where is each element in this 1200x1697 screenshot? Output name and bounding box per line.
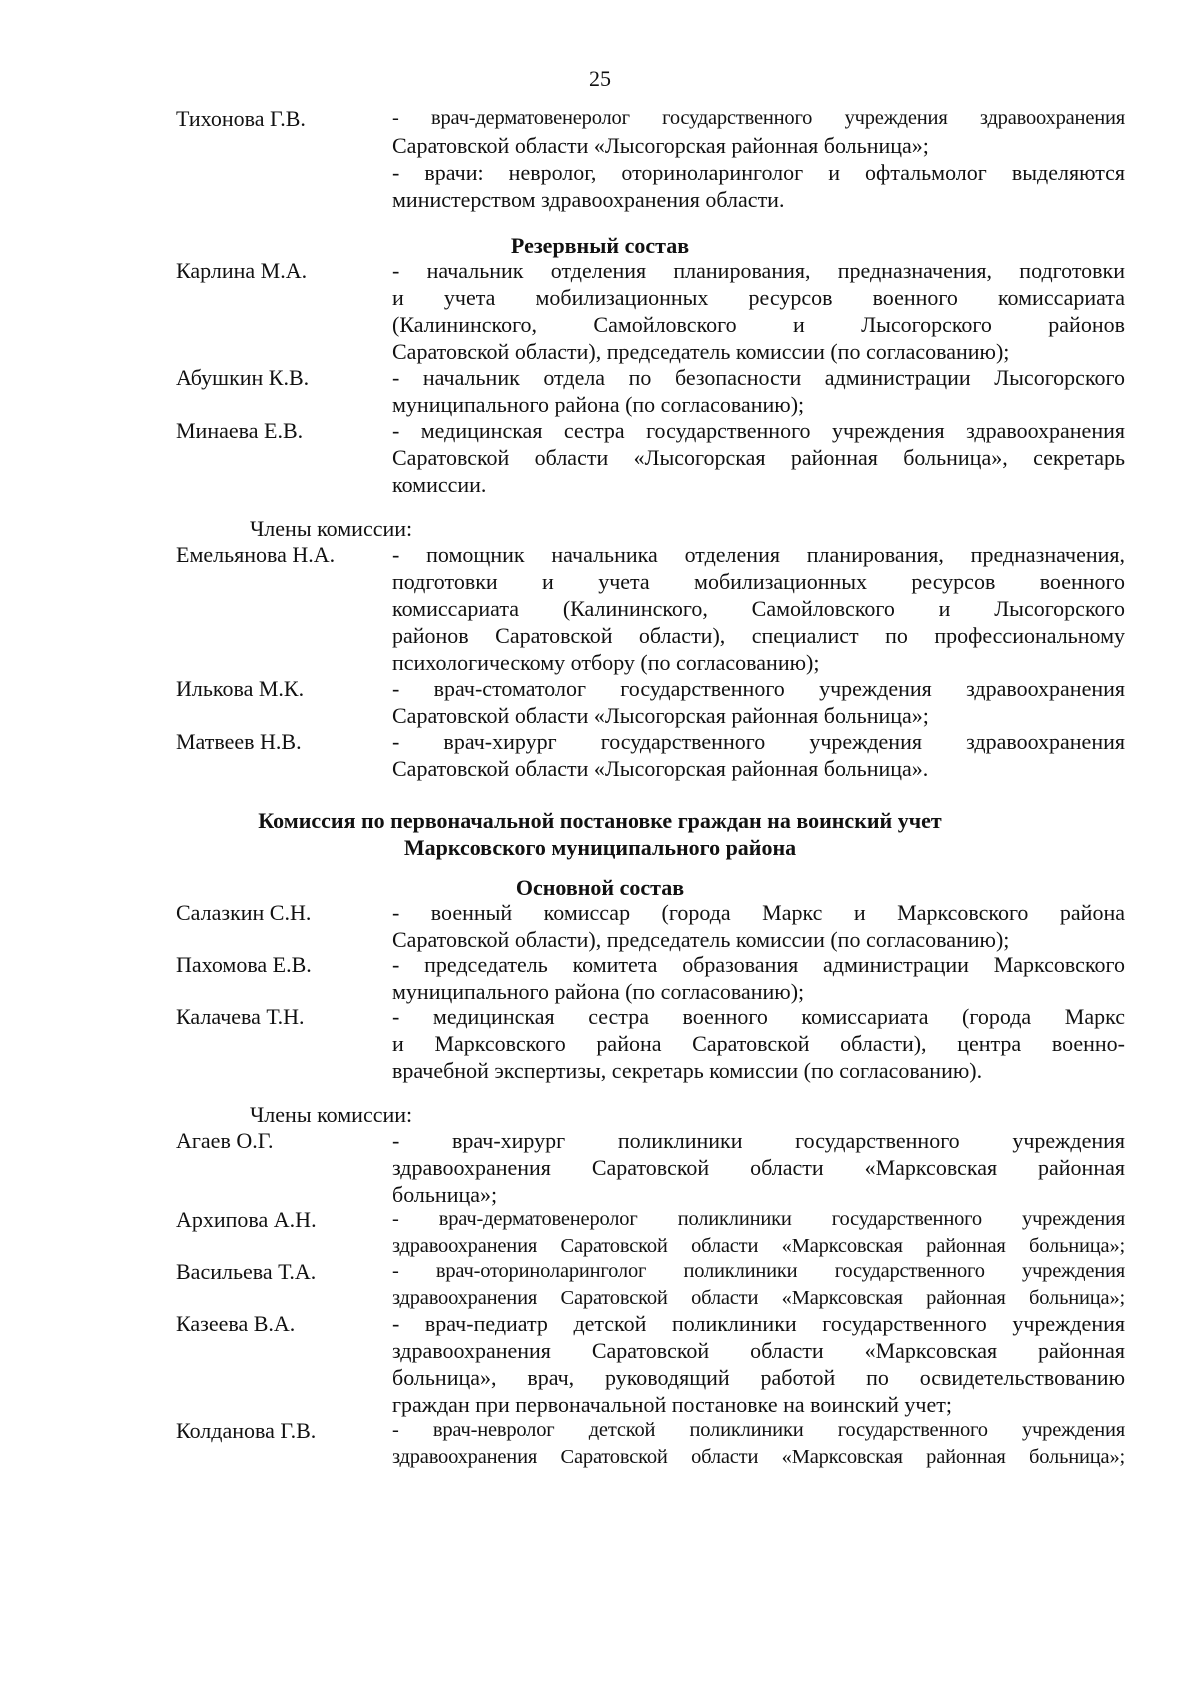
- member-role: [392, 951, 1125, 1005]
- member-name: Архипова А.Н.: [176, 1207, 317, 1232]
- member-role: [392, 728, 1125, 782]
- role-line: - врач-педиатр детской поликлиники государственного учреждения: [392, 1311, 1125, 1336]
- role-line: Саратовской области «Лысогорская районная больница»;: [392, 133, 929, 158]
- role-line: здравоохранения Саратовской области «Марксовская районная больница»;: [392, 1235, 1125, 1257]
- role-line: районов Саратовской области), специалист по профессиональному: [392, 623, 1125, 648]
- role-line: комиссии.: [392, 472, 487, 497]
- role-line: - врач-дерматовенеролог государственного учреждения здравоохранения: [392, 107, 1125, 129]
- role-line: Саратовской области), председатель комиссии (по согласованию);: [392, 339, 1010, 364]
- role-line: врачебной экспертизы, секретарь комиссии (по согласованию).: [392, 1058, 983, 1083]
- role-line: министерством здравоохранения области.: [392, 187, 785, 212]
- role-line: - медицинская сестра государственного учреждения здравоохранения: [392, 418, 1125, 443]
- member-role: [392, 417, 1125, 498]
- member-role: [392, 1310, 1125, 1418]
- member-name: Карлина М.А.: [176, 258, 308, 283]
- main-composition-heading: Основной состав: [515, 875, 685, 900]
- role-line: подготовки и учета мобилизационных ресурсов военного: [392, 569, 1125, 594]
- member-name: Емельянова Н.А.: [176, 542, 336, 567]
- member-name: Минаева Е.В.: [176, 418, 304, 443]
- member-name: Матвеев Н.В.: [176, 729, 302, 754]
- member-role: [392, 1258, 1125, 1312]
- role-line: - начальник отдела по безопасности администрации Лысогорского: [392, 365, 1125, 390]
- role-line: - помощник начальника отделения планирования, предназначения,: [392, 542, 1125, 567]
- member-role: [392, 105, 1125, 213]
- member-name: Салазкин С.Н.: [176, 900, 312, 925]
- member-role: [392, 1127, 1125, 1208]
- reserve-composition-heading: Резервный состав: [510, 233, 690, 258]
- commission-members-label: Члены комиссии:: [250, 1102, 413, 1127]
- member-name: Агаев О.Г.: [176, 1128, 274, 1153]
- member-name: Васильева Т.А.: [176, 1259, 317, 1284]
- member-name: Илькова М.К.: [176, 676, 305, 701]
- role-line: больница»;: [392, 1182, 498, 1207]
- member-role: [392, 364, 1125, 418]
- member-name: Абушкин К.В.: [176, 365, 310, 390]
- role-line: психологическому отбору (по согласованию);: [392, 650, 820, 675]
- role-line: - врач-дерматовенеролог поликлиники государственного учреждения: [392, 1208, 1125, 1230]
- member-name: Казеева В.А.: [176, 1311, 296, 1336]
- role-line: Саратовской области), председатель комиссии (по согласованию);: [392, 927, 1010, 952]
- role-line: - врач-стоматолог государственного учреждения здравоохранения: [392, 676, 1125, 701]
- role-line: муниципального района (по согласованию);: [392, 979, 805, 1004]
- role-line: здравоохранения Саратовской области «Марксовская районная: [392, 1155, 1125, 1180]
- role-line: - врач-хирург поликлиники государственного учреждения: [392, 1128, 1125, 1153]
- member-name: Тихонова Г.В.: [176, 106, 306, 131]
- role-line: комиссариата (Калининского, Самойловского и Лысогорского: [392, 596, 1125, 621]
- member-role: [392, 675, 1125, 729]
- member-role: [392, 899, 1125, 953]
- role-line: здравоохранения Саратовской области «Марксовская районная: [392, 1338, 1125, 1363]
- role-line: и учета мобилизационных ресурсов военного комиссариата: [392, 285, 1125, 310]
- role-line: - председатель комитета образования администрации Марксовского: [392, 952, 1125, 977]
- role-line: - врач-невролог детской поликлиники государственного учреждения: [392, 1419, 1125, 1441]
- member-role: [392, 1206, 1125, 1260]
- role-line: муниципального района (по согласованию);: [392, 392, 805, 417]
- role-line: - медицинская сестра военного комиссариата (города Маркс: [392, 1004, 1125, 1029]
- role-line: (Калининского, Самойловского и Лысогорского районов: [392, 312, 1125, 337]
- member-role: [392, 1003, 1125, 1084]
- role-line: - врачи: невролог, оториноларинголог и офтальмолог выделяются: [392, 160, 1125, 185]
- role-line: - врач-хирург государственного учреждения здравоохранения: [392, 729, 1125, 754]
- role-line: - военный комиссар (города Маркс и Марксовского района: [392, 900, 1125, 925]
- member-role: [392, 541, 1125, 676]
- member-role: [392, 1417, 1125, 1471]
- role-line: здравоохранения Саратовской области «Марксовская районная больница»;: [392, 1446, 1125, 1468]
- role-line: граждан при первоначальной постановке на воинский учет;: [392, 1392, 952, 1417]
- commission-members-label: Члены комиссии:: [250, 516, 413, 541]
- member-name: Пахомова Е.В.: [176, 952, 312, 977]
- role-line: больница», врач, руководящий работой по освидетельствованию: [392, 1365, 1125, 1390]
- role-line: - врач-оториноларинголог поликлиники государственного учреждения: [392, 1260, 1125, 1282]
- role-line: и Марксовского района Саратовской области), центра военно-: [392, 1031, 1125, 1056]
- role-line: здравоохранения Саратовской области «Марксовская районная больница»;: [392, 1287, 1125, 1309]
- member-name: Колданова Г.В.: [176, 1418, 317, 1443]
- member-name: Калачева Т.Н.: [176, 1004, 305, 1029]
- role-line: Саратовской области «Лысогорская районная больница», секретарь: [392, 445, 1125, 470]
- role-line: - начальник отделения планирования, предназначения, подготовки: [392, 258, 1125, 283]
- page-number: 25: [589, 66, 611, 91]
- role-line: Саратовской области «Лысогорская районная больница».: [392, 756, 929, 781]
- role-line: Саратовской области «Лысогорская районная больница»;: [392, 703, 929, 728]
- member-role: [392, 257, 1125, 365]
- commission-title-line-2: Марксовского муниципального района: [403, 835, 797, 860]
- commission-title-line-1: Комиссия по первоначальной постановке граждан на воинский учет: [258, 808, 942, 833]
